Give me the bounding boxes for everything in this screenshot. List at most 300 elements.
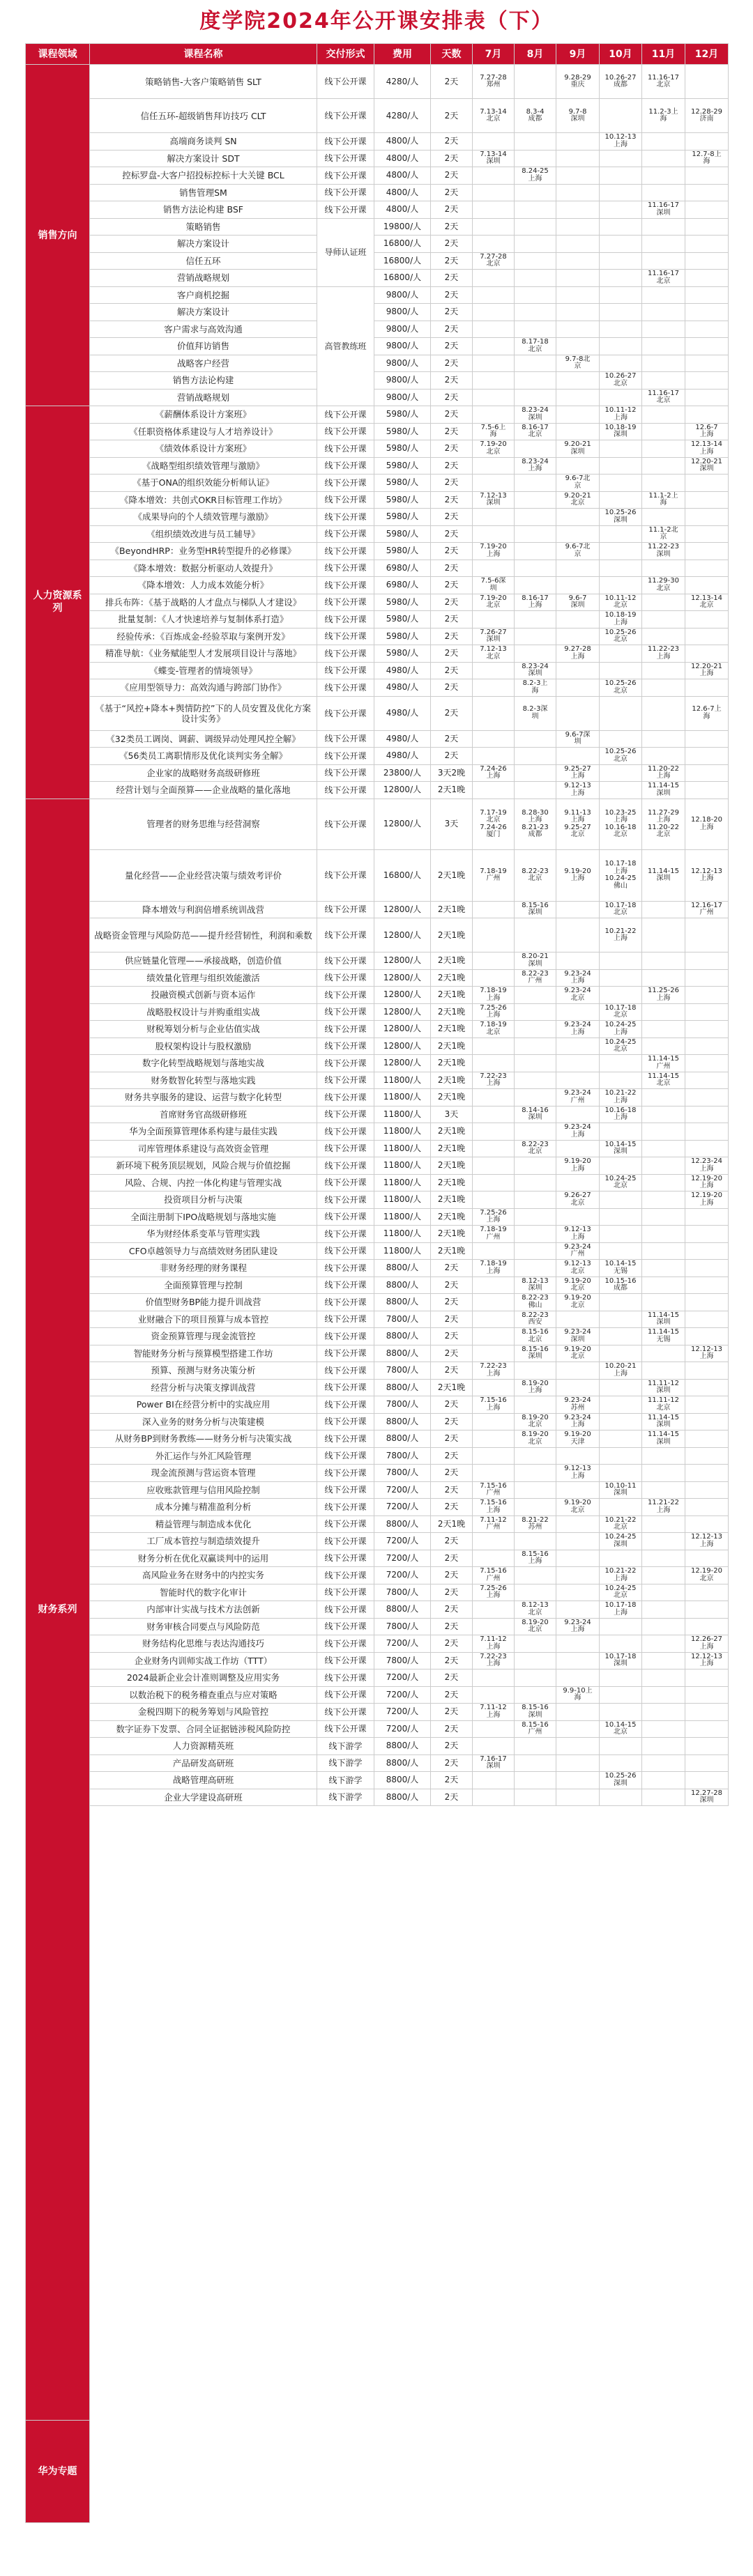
session-text: 上海 (528, 174, 542, 183)
session-text: 北京 (656, 1079, 671, 1088)
session-text: 8.19-20 (522, 1430, 549, 1439)
course-fee: 9800/人 (374, 287, 431, 304)
session-text: 海 (703, 712, 710, 720)
schedule-cell-oct (600, 1499, 642, 1516)
delivery-form: 线下公开课 (317, 1260, 374, 1277)
session-text: 8.3-4 (526, 107, 545, 116)
schedule-cell-nov (642, 663, 685, 680)
schedule-cell-oct (600, 526, 642, 543)
course-name: 《任职资格体系建设与人才培养设计》 (90, 424, 317, 441)
delivery-form: 线下公开课 (317, 577, 374, 594)
session-text: 上海 (528, 1557, 542, 1566)
schedule-cell-sep (556, 1004, 600, 1021)
schedule-cell-oct (600, 1106, 642, 1124)
session-text: 11.22-23 (648, 543, 679, 551)
schedule-cell-dec (685, 1567, 729, 1584)
schedule-cell-aug (515, 1704, 556, 1721)
session-text: 北京 (570, 831, 585, 839)
session-text: 9.26-27 (564, 1191, 591, 1200)
session-text: 7.27-28 (480, 252, 507, 261)
schedule-cell-oct (600, 970, 642, 987)
schedule-cell-oct (600, 1601, 642, 1619)
delivery-form: 线下公开课 (317, 1294, 374, 1311)
schedule-cell-dec (685, 952, 729, 970)
session-text: 北京 (528, 1421, 542, 1429)
schedule-cell-dec (685, 1704, 729, 1721)
session-text: 8.15-16 (522, 1328, 549, 1336)
schedule-cell-jul (473, 151, 515, 168)
column-header: 课程名称 (90, 44, 317, 65)
course-name: 策略销售 (90, 219, 317, 236)
schedule-cell-nov (642, 799, 685, 851)
schedule-cell-nov (642, 1755, 685, 1773)
session-text: 12.6-7 (695, 423, 718, 431)
course-days: 2天1晚 (431, 1226, 473, 1243)
schedule-cell-dec (685, 1772, 729, 1789)
course-name: 《成果导向的个人绩效管理与激励》 (90, 509, 317, 526)
delivery-form: 线下公开课 (317, 1465, 374, 1482)
course-days: 2天1晚 (431, 1055, 473, 1072)
course-fee: 8800/人 (374, 1260, 431, 1277)
course-days: 2天1晚 (431, 1004, 473, 1021)
schedule-cell-aug (515, 185, 556, 202)
course-name: 从财务BP到财务教练——财务分析与决策实战 (90, 1430, 317, 1448)
delivery-form: 线下游学 (317, 1789, 374, 1807)
session-text: 9.23-24 (564, 1242, 591, 1251)
schedule-cell-sep (556, 65, 600, 99)
session-text: 11.20-22 (648, 764, 679, 773)
course-days: 2天1晚 (431, 1380, 473, 1397)
schedule-cell-aug (515, 304, 556, 321)
course-fee: 11800/人 (374, 1226, 431, 1243)
course-days: 2天 (431, 1277, 473, 1295)
delivery-form: 线下公开课 (317, 1004, 374, 1021)
course-name: 解决方案设计 (90, 236, 317, 253)
session-text: 11.20-22 (648, 823, 679, 831)
schedule-cell-sep (556, 492, 600, 509)
schedule-cell-nov (642, 458, 685, 475)
session-text: 9.23-24 (564, 987, 591, 995)
session-text: 12.12-13 (691, 867, 722, 875)
session-text: 深圳 (528, 670, 542, 678)
schedule-cell-aug (515, 1328, 556, 1345)
course-days: 2天 (431, 1311, 473, 1329)
course-name: 资金预算管理与现金流管控 (90, 1328, 317, 1345)
session-text: 8.23-24 (522, 662, 549, 670)
course-fee: 12800/人 (374, 1055, 431, 1072)
schedule-cell-dec (685, 1430, 729, 1448)
session-text: 北京 (486, 447, 501, 456)
schedule-cell-aug (515, 611, 556, 628)
course-fee: 4800/人 (374, 167, 431, 185)
session-text: 7.11-12 (480, 1635, 507, 1644)
schedule-cell-jul (473, 1277, 515, 1295)
course-name: 产品研发高研班 (90, 1755, 317, 1773)
schedule-cell-dec (685, 475, 729, 492)
session-text: 西安 (528, 1318, 542, 1327)
session-text: 7.19-20 (480, 543, 507, 551)
schedule-cell-sep (556, 645, 600, 663)
schedule-cell-sep (556, 219, 600, 236)
course-fee: 11800/人 (374, 1191, 431, 1209)
session-text: 深圳 (570, 601, 585, 610)
session-text: 京 (574, 550, 581, 558)
session-text: 10.25-26 (604, 509, 637, 517)
schedule-cell-jul (473, 1311, 515, 1329)
schedule-cell-jul (473, 1772, 515, 1789)
course-fee: 12800/人 (374, 1038, 431, 1056)
course-fee: 12800/人 (374, 918, 431, 952)
course-fee: 4800/人 (374, 133, 431, 151)
session-text: 上海 (486, 1711, 501, 1719)
schedule-cell-nov (642, 1175, 685, 1192)
session-text: 12.13-14 (691, 440, 722, 449)
schedule-cell-dec (685, 1311, 729, 1329)
schedule-cell-nov (642, 1704, 685, 1721)
course-days: 2天 (431, 1789, 473, 1807)
schedule-cell-sep (556, 952, 600, 970)
session-text: 上海 (570, 977, 585, 985)
session-text: 北京 (528, 1335, 542, 1343)
schedule-cell-jul (473, 970, 515, 987)
schedule-cell-aug (515, 1653, 556, 1670)
course-days: 3天2晚 (431, 765, 473, 782)
schedule-cell-oct (600, 1430, 642, 1448)
schedule-cell-sep (556, 1175, 600, 1192)
schedule-cell-aug (515, 390, 556, 407)
schedule-cell-nov (642, 509, 685, 526)
schedule-cell-nov (642, 850, 685, 902)
session-text: 8.15-16 (522, 1720, 549, 1729)
schedule-cell-nov (642, 1653, 685, 1670)
schedule-cell-oct (600, 1191, 642, 1209)
schedule-cell-aug (515, 475, 556, 492)
schedule-cell-sep (556, 253, 600, 270)
schedule-cell-sep (556, 748, 600, 765)
session-text: 深圳 (528, 1113, 542, 1122)
schedule-cell-nov (642, 1550, 685, 1568)
delivery-form: 线下公开课 (317, 475, 374, 492)
category-label: 华为专题 (26, 2421, 90, 2523)
schedule-cell-dec (685, 1482, 729, 1499)
course-fee: 11800/人 (374, 1123, 431, 1141)
session-text: 上海 (486, 772, 501, 780)
session-text: 北京 (528, 874, 542, 883)
schedule-cell-aug (515, 1380, 556, 1397)
delivery-form: 线下公开课 (317, 1362, 374, 1380)
schedule-cell-aug (515, 918, 556, 952)
delivery-form: 线下公开课 (317, 1601, 374, 1619)
schedule-cell-nov (642, 236, 685, 253)
course-fee: 11800/人 (374, 1089, 431, 1106)
session-text: 9.9-10上 (563, 1686, 593, 1695)
delivery-form: 线下公开课 (317, 1516, 374, 1534)
schedule-cell-oct (600, 458, 642, 475)
schedule-cell-sep (556, 1038, 600, 1056)
delivery-form: 线下公开课 (317, 1311, 374, 1329)
schedule-cell-nov (642, 560, 685, 578)
schedule-cell-dec (685, 99, 729, 133)
delivery-form: 线下公开课 (317, 1328, 374, 1345)
schedule-cell-dec (685, 219, 729, 236)
course-fee: 8800/人 (374, 1516, 431, 1534)
course-name: 销售方法论构建 BSF (90, 201, 317, 219)
schedule-cell-aug (515, 1687, 556, 1704)
schedule-cell-aug (515, 1635, 556, 1653)
schedule-cell-nov (642, 1362, 685, 1380)
schedule-cell-dec (685, 372, 729, 390)
schedule-cell-oct (600, 1175, 642, 1192)
session-text: 圳 (574, 738, 581, 746)
delivery-form: 线下公开课 (317, 201, 374, 219)
session-text: 深圳 (528, 1711, 542, 1719)
schedule-cell-oct (600, 663, 642, 680)
schedule-cell-aug (515, 731, 556, 748)
session-text: 7.22-23 (480, 1362, 507, 1371)
session-text: 8.23-24 (522, 406, 549, 415)
schedule-cell-oct (600, 782, 642, 799)
course-name: 财务结构化思维与表达沟通技巧 (90, 1635, 317, 1653)
schedule-cell-aug (515, 355, 556, 373)
course-name: 投融资模式创新与资本运作 (90, 987, 317, 1004)
session-text: 深圳 (528, 1284, 542, 1293)
schedule-cell-oct (600, 1328, 642, 1345)
course-name: 首席财务官高级研修班 (90, 1106, 317, 1124)
course-name: 投资项目分析与决策 (90, 1191, 317, 1209)
delivery-form: 线下公开课 (317, 151, 374, 168)
schedule-cell-oct (600, 611, 642, 628)
session-text: 7.18-19 (480, 1021, 507, 1029)
course-fee: 7800/人 (374, 1448, 431, 1465)
schedule-cell-sep (556, 1738, 600, 1755)
session-text: 北京 (570, 1284, 585, 1293)
session-text: 深圳 (656, 1421, 671, 1429)
delivery-form: 线下公开课 (317, 970, 374, 987)
schedule-cell-aug (515, 1465, 556, 1482)
session-text: 9.19-20 (564, 1345, 591, 1353)
delivery-form: 线下公开课 (317, 628, 374, 646)
session-text: 上海 (614, 1113, 628, 1122)
schedule-cell-sep (556, 201, 600, 219)
session-text: 9.23-24 (564, 1021, 591, 1029)
session-text: 北京 (528, 1626, 542, 1634)
course-days: 2天 (431, 594, 473, 612)
delivery-form: 线下公开课 (317, 1669, 374, 1687)
session-text: 7.13-14 (480, 107, 507, 116)
schedule-cell-nov (642, 390, 685, 407)
course-name: 外汇运作与外汇风险管理 (90, 1448, 317, 1465)
course-days: 2天 (431, 1669, 473, 1687)
schedule-cell-oct (600, 424, 642, 441)
session-text: 深圳 (614, 1779, 628, 1787)
course-name: 预算、预测与财务决策分析 (90, 1362, 317, 1380)
schedule-cell-dec (685, 1277, 729, 1295)
course-days: 2天 (431, 645, 473, 663)
session-text: 8.2-3上 (522, 679, 548, 688)
session-text: 11.14-15 (648, 867, 679, 875)
course-name: 高风险业务在财务中的内控实务 (90, 1567, 317, 1584)
course-name: 降本增效与利润倍增系统训战营 (90, 902, 317, 919)
session-text: 上海 (614, 1574, 628, 1582)
course-name: 全面预算管理与控制 (90, 1277, 317, 1295)
course-fee: 9800/人 (374, 390, 431, 407)
schedule-cell-oct (600, 167, 642, 185)
schedule-cell-jul (473, 458, 515, 475)
session-text: 上海 (699, 1352, 714, 1361)
course-name: 营销战略规划 (90, 390, 317, 407)
course-name: 信任五环 (90, 253, 317, 270)
course-days: 2天 (431, 287, 473, 304)
schedule-cell-oct (600, 1277, 642, 1295)
schedule-cell-oct (600, 1704, 642, 1721)
course-days: 2天 (431, 1687, 473, 1704)
schedule-cell-jul (473, 1191, 515, 1209)
session-text: 8.2-3深 (522, 705, 548, 713)
schedule-cell-oct (600, 338, 642, 355)
course-fee: 9800/人 (374, 304, 431, 321)
course-name: 数字证券下发票、合同全证据链涉税风险防控 (90, 1721, 317, 1738)
schedule-cell-aug (515, 970, 556, 987)
session-text: 12.26-27 (691, 1635, 722, 1644)
schedule-cell-oct (600, 492, 642, 509)
course-name: 深入业务的财务分析与决策建模 (90, 1414, 317, 1431)
course-days: 2天1晚 (431, 1072, 473, 1090)
schedule-cell-dec (685, 611, 729, 628)
schedule-cell-nov (642, 1260, 685, 1277)
schedule-cell-oct (600, 355, 642, 373)
schedule-cell-sep (556, 1294, 600, 1311)
schedule-cell-dec (685, 355, 729, 373)
schedule-cell-sep (556, 731, 600, 748)
course-fee: 4280/人 (374, 65, 431, 99)
course-fee: 12800/人 (374, 987, 431, 1004)
session-text: 上海 (614, 413, 628, 422)
schedule-cell-oct (600, 902, 642, 919)
schedule-cell-nov (642, 133, 685, 151)
course-name: 业财融合下的项目预算与成本管控 (90, 1311, 317, 1329)
schedule-cell-nov (642, 253, 685, 270)
session-text: 北京 (614, 1523, 628, 1532)
session-text: 10.24-25 (604, 1174, 637, 1182)
schedule-cell-sep (556, 799, 600, 851)
schedule-cell-oct (600, 133, 642, 151)
schedule-cell-oct (600, 731, 642, 748)
schedule-cell-nov (642, 594, 685, 612)
schedule-cell-aug (515, 1584, 556, 1602)
session-text: 北京 (528, 1148, 542, 1156)
schedule-cell-aug (515, 663, 556, 680)
schedule-cell-oct (600, 1055, 642, 1072)
session-text: 7.12-13 (480, 645, 507, 654)
schedule-cell-sep (556, 1430, 600, 1448)
delivery-form: 线下公开课 (317, 645, 374, 663)
session-text: 11.2-3上 (648, 107, 678, 116)
schedule-cell-nov (642, 1021, 685, 1038)
schedule-cell-aug (515, 1226, 556, 1243)
session-text: 上海 (528, 1387, 542, 1395)
session-text: 上海 (656, 994, 671, 1002)
session-text: 上海 (614, 1096, 628, 1104)
delivery-form: 线下公开课 (317, 1089, 374, 1106)
schedule-cell-aug (515, 987, 556, 1004)
schedule-cell-jul (473, 321, 515, 339)
schedule-cell-dec (685, 1141, 729, 1158)
course-days: 2天 (431, 526, 473, 543)
session-text: 10.24-25 (604, 1038, 637, 1046)
column-header: 9月 (556, 44, 600, 65)
schedule-cell-aug (515, 1601, 556, 1619)
session-text: 上海 (486, 1403, 501, 1412)
course-fee: 12800/人 (374, 799, 431, 851)
course-fee: 7200/人 (374, 1482, 431, 1499)
schedule-cell-oct (600, 287, 642, 304)
session-text: 广州 (486, 1523, 501, 1532)
schedule-cell-jul (473, 1601, 515, 1619)
course-name: 战略股权设计与并购重组实战 (90, 1004, 317, 1021)
session-text: 8.19-20 (522, 1379, 549, 1387)
schedule-cell-oct (600, 1482, 642, 1499)
schedule-cell-oct (600, 1311, 642, 1329)
schedule-cell-nov (642, 65, 685, 99)
course-days: 2天1晚 (431, 1243, 473, 1260)
schedule-cell-jul (473, 782, 515, 799)
schedule-cell-nov (642, 1669, 685, 1687)
session-text: 10.24-25 (604, 874, 637, 883)
schedule-cell-sep (556, 355, 600, 373)
course-name: 营销战略规划 (90, 270, 317, 287)
schedule-cell-dec (685, 304, 729, 321)
schedule-cell-oct (600, 440, 642, 458)
schedule-cell-nov (642, 1141, 685, 1158)
schedule-cell-jul (473, 1038, 515, 1056)
schedule-cell-sep (556, 151, 600, 168)
schedule-cell-aug (515, 1021, 556, 1038)
session-text: 上海 (699, 1660, 714, 1668)
schedule-cell-aug (515, 270, 556, 287)
session-text: 北京 (614, 1182, 628, 1190)
course-days: 2天1晚 (431, 1021, 473, 1038)
schedule-cell-aug (515, 1448, 556, 1465)
course-name: 经营计划与全面预算——企业战略的量化落地 (90, 782, 317, 799)
session-text: 7.15-16 (480, 1481, 507, 1490)
session-text: 7.5-6深 (480, 577, 506, 585)
course-days: 2天 (431, 1260, 473, 1277)
course-fee: 8800/人 (374, 1772, 431, 1789)
schedule-cell-nov (642, 679, 685, 697)
schedule-cell-dec (685, 1755, 729, 1773)
schedule-cell-sep (556, 663, 600, 680)
session-text: 7.17-19 (480, 808, 507, 817)
session-text: 8.22-23 (522, 1311, 549, 1319)
schedule-cell-jul (473, 987, 515, 1004)
delivery-form: 线下公开课 (317, 594, 374, 612)
schedule-cell-aug (515, 1396, 556, 1414)
schedule-cell-nov (642, 1499, 685, 1516)
course-name: 管理者的财务思维与经营洞察 (90, 799, 317, 851)
course-days: 2天 (431, 697, 473, 731)
session-text: 北京 (570, 1352, 585, 1361)
session-text: 海 (703, 157, 710, 166)
schedule-cell-oct (600, 850, 642, 902)
session-text: 北京 (614, 601, 628, 610)
session-text: 10.24-25 (604, 1584, 637, 1592)
course-days: 2天 (431, 1653, 473, 1670)
course-name: 销售管理SM (90, 185, 317, 202)
course-fee: 7200/人 (374, 1669, 431, 1687)
course-name: 企业家的战略财务高级研修班 (90, 765, 317, 782)
delivery-form: 线下公开课 (317, 492, 374, 509)
course-fee: 19800/人 (374, 219, 431, 236)
